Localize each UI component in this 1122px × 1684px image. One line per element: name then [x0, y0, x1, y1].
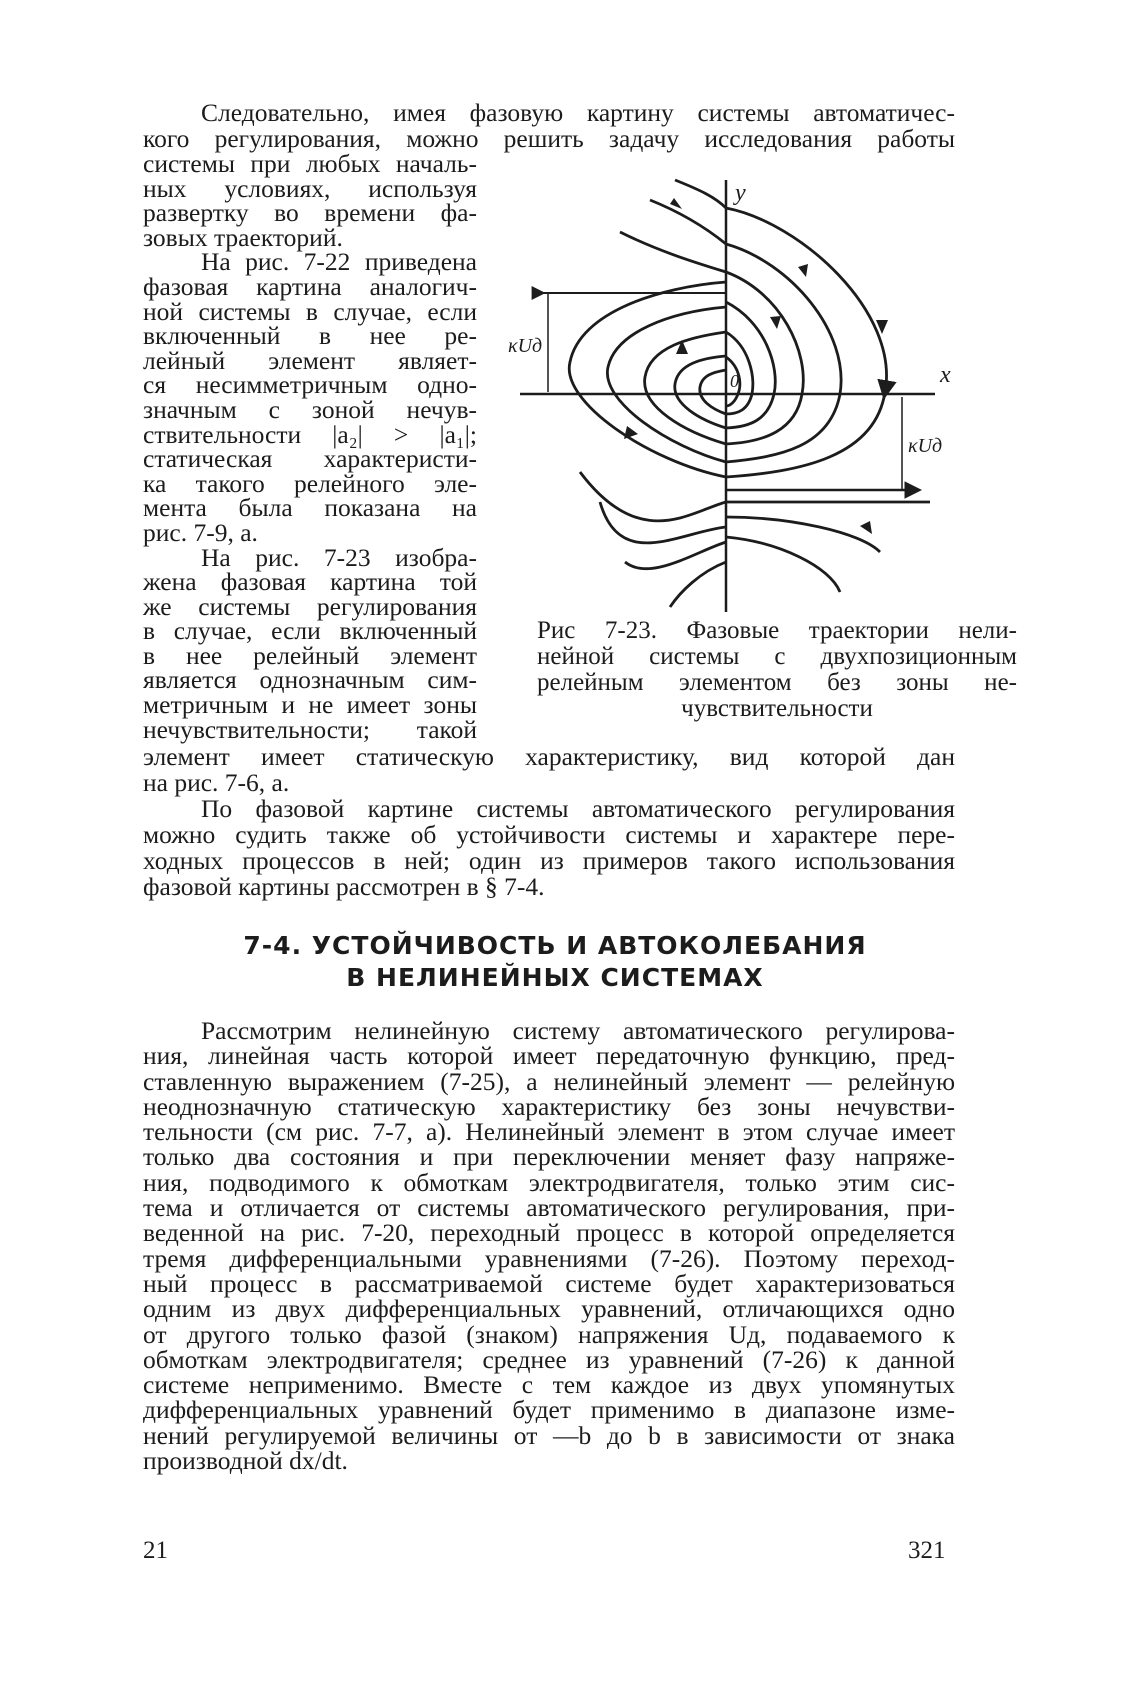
section-heading-line: В НЕЛИНЕЙНЫХ СИСТЕМАХ: [346, 963, 764, 992]
text-line: ходных процессов в ней; один из примеров такого использования: [143, 846, 955, 875]
caption-line: Рис 7-23. Фазовые траектории нели-: [537, 617, 1017, 644]
text-line: фазовой картины рассмотрен в § 7-4.: [143, 872, 545, 901]
text-line: ной системы в случае, если: [143, 296, 477, 326]
y-axis-label: y: [735, 180, 746, 206]
text-line: По фазовой картине системы автоматического регулирования: [201, 794, 955, 823]
caption-line: релейным элементом без зоны не-: [537, 669, 1017, 696]
text-line: Следовательно, имея фазовую картину системы автоматичес-: [201, 98, 955, 127]
text-line: Рассмотрим нелинейную систему автоматического регулирова-: [201, 1016, 955, 1045]
text-line: ный процесс в рассматриваемой системе будет характеризоваться: [143, 1268, 955, 1298]
text-line: тельности (см рис. 7-7, а). Нелинейный элемент в этом случае имеет: [143, 1117, 955, 1147]
text-line: на рис. 7-6, а.: [143, 768, 290, 797]
text-line: лейный элемент являет-: [143, 345, 477, 375]
phase-portrait-paragraph: [143, 796, 955, 900]
figure-caption: [537, 618, 1017, 722]
text-line: мента была показана на: [143, 493, 477, 523]
text-line: тема и отличается от системы автоматического регулирования, при-: [143, 1193, 955, 1223]
signature-mark: 21: [143, 1537, 168, 1564]
text-line: значным с зоной нечув-: [143, 394, 477, 424]
continuation-paragraph: [143, 744, 955, 796]
text-line: ся несимметричным одно-: [143, 370, 477, 400]
text-line: тремя дифференциальными уравнениями (7-26). Поэтому переход-: [143, 1243, 955, 1273]
text-line: жена фазовая картина той: [143, 567, 477, 597]
section-heading: [150, 930, 960, 994]
text-line: элемент имеет статическую характеристику, вид которой дан: [143, 742, 955, 771]
text-line: ния, подводимого к обмоткам электродвигателя, только этим сис-: [143, 1167, 955, 1197]
text-line: развертку во времени фа-: [143, 198, 477, 228]
text-line: системе неприменимо. Вместе с тем каждое из двух упомянутых: [143, 1370, 955, 1400]
text-line: статическая характеристи-: [143, 444, 477, 474]
intro-paragraph: [143, 100, 955, 152]
text-line: ния, линейная часть которой имеет передаточную функцию, пред-: [143, 1041, 955, 1071]
text-line: можно судить также об устойчивости системы и характере пере-: [143, 820, 955, 849]
text-line: только два состояния и при переключении меняет фазу напряже-: [143, 1142, 955, 1172]
text-line: зовых траекторий.: [143, 222, 343, 252]
text-line: в нее релейный элемент: [143, 640, 477, 670]
text-line: производной dx/dt.: [143, 1446, 348, 1476]
dimension-label-bottom: κUд: [908, 435, 943, 457]
text-line: метричным и не имеет зоны: [143, 690, 477, 720]
caption-line: нейной системы с двухпозиционным: [537, 643, 1017, 670]
text-line: веденной на рис. 7-20, переходный процесс в которой определяется: [143, 1218, 955, 1248]
x-axis-label: x: [940, 362, 951, 388]
text-line: дифференциальных уравнений будет применимо в диапазоне изме-: [143, 1395, 955, 1425]
text-line: же системы регулирования: [143, 591, 477, 621]
left-column-text: [143, 149, 477, 744]
text-line: от другого только фазой (знаком) напряжения Uд, подаваемого к: [143, 1319, 955, 1349]
text-line: На рис. 7-23 изобра-: [201, 542, 477, 572]
text-line: рис. 7-9, а.: [143, 517, 258, 547]
text-line: является однозначным сим-: [143, 665, 477, 695]
text-line: ставленную выражением (7-25), а нелинейный элемент — релейную: [143, 1066, 955, 1096]
body-paragraph: [143, 1016, 955, 1476]
text-line: ствительности |a₂| > |a₁|;: [143, 419, 477, 449]
text-line: включенный в нее ре-: [143, 321, 477, 351]
section-heading-line: 7-4. УСТОЙЧИВОСТЬ И АВТОКОЛЕБАНИЯ: [243, 931, 867, 960]
text-line: нечувствительности; такой: [143, 714, 477, 744]
text-line: в случае, если включенный: [143, 616, 477, 646]
text-line: На рис. 7-22 приведена: [201, 247, 477, 277]
text-line: кого регулирования, можно решить задачу исследования работы: [143, 124, 955, 153]
text-line: нений регулируемой величины от —b до b в зависимости от знака: [143, 1420, 955, 1450]
caption-line: чувствительности: [681, 695, 873, 722]
page-number: 321: [908, 1537, 946, 1564]
dimension-label-top: κUд: [508, 335, 543, 357]
text-line: системы при любых началь-: [143, 149, 477, 178]
text-line: ных условиях, используя: [143, 173, 477, 203]
text-line: неоднозначную статическую характеристику без зоны нечувстви-: [143, 1091, 955, 1121]
phase-portrait-figure: [508, 172, 970, 622]
text-line: одним из двух дифференциальных уравнений, отличающихся одно: [143, 1294, 955, 1324]
origin-label: 0: [730, 371, 739, 391]
text-line: ка такого релейного эле-: [143, 468, 477, 498]
text-line: обмоткам электродвигателя; среднее из уравнений (7-26) к данной: [143, 1344, 955, 1374]
text-line: фазовая картина аналогич-: [143, 271, 477, 301]
